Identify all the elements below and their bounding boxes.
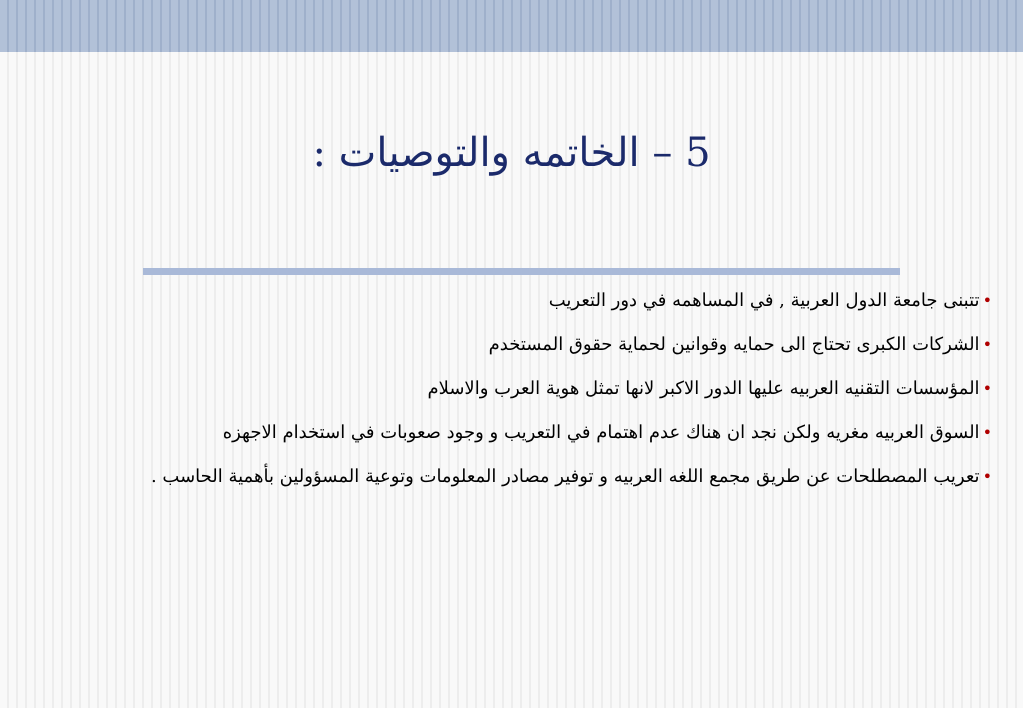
bullet-list	[110, 284, 992, 493]
bullet-text: الشركات الكبرى تحتاج الى حمايه وقوانين لحماية حقوق المستخدم	[488, 334, 980, 355]
bullet-icon: •	[982, 335, 992, 354]
bullet-item	[110, 328, 992, 372]
bullet-item	[110, 372, 992, 416]
bullet-item	[110, 284, 992, 328]
bullet-icon: •	[982, 379, 992, 398]
bullet-icon: •	[982, 423, 992, 442]
bullet-item	[110, 416, 992, 460]
bullet-text: المؤسسات التقنيه العربيه عليها الدور الاكبر لانها تمثل هوية العرب والاسلام	[427, 378, 980, 399]
bullet-text: تتبنى جامعة الدول العربية , في المساهمه في دور التعريب	[548, 290, 980, 311]
bullet-text: تعريب المصطلحات عن طريق مجمع اللغه العربيه و توفير مصادر المعلومات وتوعية المسؤولين بأهمية الحاسب .	[150, 466, 980, 487]
header-band	[0, 0, 1023, 52]
bullet-icon: •	[982, 291, 992, 310]
title-divider	[143, 268, 900, 275]
bullet-text: السوق العربيه مغريه ولكن نجد ان هناك عدم اهتمام في التعريب و وجود صعوبات في استخدام الاجهزه	[222, 422, 980, 443]
bullet-icon: •	[982, 467, 992, 486]
bullet-item	[110, 460, 992, 493]
slide-title: 5 – الخاتمه والتوصيات :	[312, 130, 711, 176]
